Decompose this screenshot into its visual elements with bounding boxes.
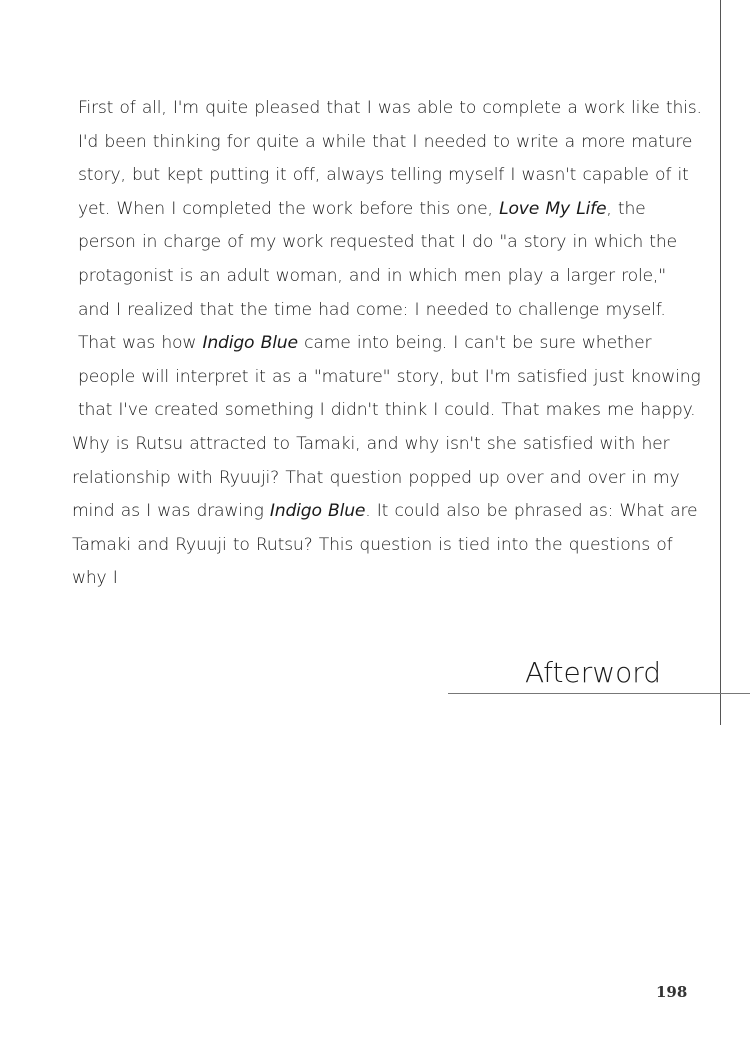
vertical-rule [720,0,721,725]
paragraph-3-text-a: Why is Rutsu attracted to Tamaki, and why isn't she satisfied with her relationship with Ryuuji? That question popped up over and over in my mind as I was drawing [72,433,680,522]
paragraph-2-text-a: I'd been thinking for quite a while that I needed to write a more mature story, but kept putting it off, always telling myself I wasn't capable of it yet. When I completed the work before this one, [78,131,693,219]
title-underline [448,693,750,694]
afterword-body [32,92,702,596]
title-indigo-blue-2: Indigo Blue [269,501,366,522]
paragraph-2-text-c: came into being. I can't be sure whether people will interpret it as a "mature" story, but I'm satisfied just knowing that I've created something I didn't think I could. That makes me happy. [78,333,701,421]
page-number: 198 [656,983,688,1001]
section-title: Afterword [525,656,662,689]
paragraph-1-text: First of all, I'm quite pleased that I was able to complete a work like this. [78,98,702,118]
paragraph-3-text-b: . It could also be phrased as: What are Tamaki and Ryuuji to Rutsu? This question is tied into the questions of why I [72,501,698,589]
paragraph-1 [32,92,702,126]
paragraph-2-text-b: , the person in charge of my work requested that I do "a story in which the protagonist is an adult woman, and in which men play a larger role," and I realized that the time had come: I needed to challenge myself. That was how [78,198,677,354]
title-indigo-blue: Indigo Blue [202,333,298,354]
paragraph-2 [32,126,702,428]
title-love-my-life: Love My Life [499,198,607,219]
paragraph-3 [32,428,702,596]
